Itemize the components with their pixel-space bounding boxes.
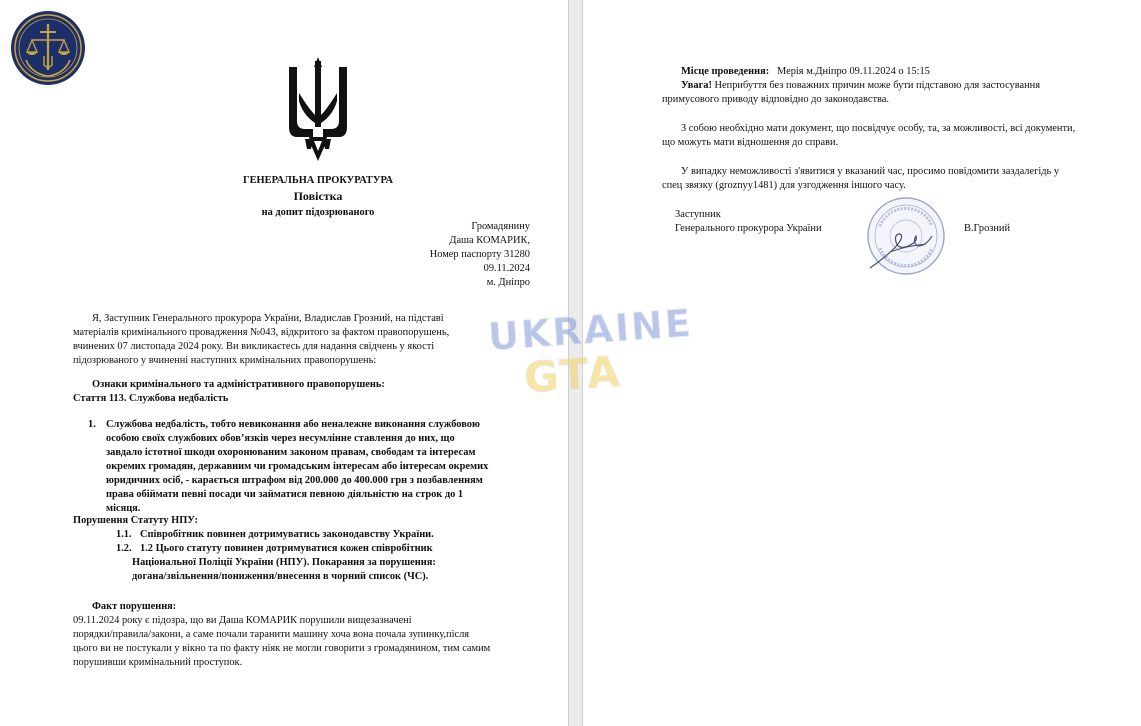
list-number: 1.1.	[116, 529, 132, 540]
trident-icon	[285, 57, 351, 162]
article-title: Стаття 113. Службова недбалість	[73, 393, 229, 404]
article-text-line: права обіймати певні посади чи займатися певною діяльністю на строк до 1	[106, 489, 464, 500]
documents-line: що можуть мати відношення до справи.	[662, 137, 839, 148]
watermark-text: GTA	[522, 346, 624, 403]
prosecutor-emblem-icon	[10, 10, 86, 86]
org-heading: ГЕНЕРАЛЬНА ПРОКУРАТУРА	[243, 175, 393, 186]
addressee-date: 09.11.2024	[483, 263, 530, 274]
signatory-position: Заступник	[675, 209, 721, 220]
addressee-passport: Номер паспорту 31280	[429, 249, 530, 260]
fact-line: порядки/правила/закони, а саме почали таранити машину хоча вона почала зупинку,після	[73, 629, 470, 640]
statute-title: Порушення Статуту НПУ:	[73, 515, 198, 526]
signatory-position: Генерального прокурора України	[675, 223, 822, 234]
addressee-city: м. Дніпро	[486, 277, 530, 288]
fact-line: цього ви не постукали у вікно та по факту ніяк не могли говорити з громадянином, тим самим	[73, 643, 491, 654]
addressee-line: Громадянину	[471, 221, 530, 232]
article-text-line: окремих громадян, державним чи громадським інтересам або інтересам окремих	[106, 461, 489, 472]
statute-item-text: догана/звільнення/пониження/внесення в чорний список (ЧС).	[132, 571, 429, 582]
intro-line: матеріалів кримінального провадження №043, відкритого за фактом правопорушень,	[73, 327, 450, 338]
document-subtitle: на допит підозрюваного	[261, 207, 375, 218]
warning-label: Увага!	[681, 80, 712, 91]
intro-line: підозрюваного у вчиненні наступних кримінальних правопорушень:	[73, 355, 377, 366]
article-text-line: завдало істотної шкоди охоронюваним законом правам, свободам та інтересам	[106, 447, 476, 458]
fact-line: порушивши кримінальний проступок.	[73, 657, 243, 668]
article-text-line: місяця.	[106, 503, 141, 514]
contact-line: спец звязку (groznyy1481) для узгодження іншого часу.	[662, 180, 906, 191]
fact-line: 09.11.2024 року є підозра, що ви Даша КОМАРИК порушили вищезазначені	[73, 615, 412, 626]
place-line	[681, 65, 1101, 79]
signatory-name: В.Грозний	[964, 223, 1011, 234]
seal-stamp-icon	[860, 196, 952, 280]
article-text-line: особою своїх службових обов’язків через несумлінне ставлення до них, що	[106, 433, 455, 444]
statute-item-text: 1.2 Цього статуту повинен дотримуватися кожен співробітник	[140, 543, 433, 554]
intro-line: Я, Заступник Генерального прокурора України, Владислав Грозний, на підставі	[92, 313, 444, 324]
documents-line: З собою необхідно мати документ, що посвідчує особу, та, за можливості, всі документи,	[681, 123, 1076, 134]
list-number: 1.2.	[116, 543, 132, 554]
warning-line	[681, 79, 1121, 93]
watermark-logo	[484, 300, 695, 420]
statute-item-text: Національної Поліції України (НПУ). Покарання за порушення:	[132, 557, 436, 568]
fact-title: Факт порушення:	[92, 601, 177, 612]
signs-title: Ознаки кримінального та адміністративного правопорушень:	[92, 379, 385, 390]
place-label: Місце проведення:	[681, 66, 770, 77]
article-text-line: юридичних осіб, - карається штрафом від 200.000 до 400.000 грн з позбавленням	[106, 475, 483, 486]
document-page-left	[0, 0, 568, 726]
warning-text: Неприбуття без поважних причин може бути підставою для застосування	[711, 80, 1041, 91]
document-title: Повістка	[293, 189, 343, 203]
statute-item-text: Співробітник повинен дотримуватись законодавству України.	[140, 529, 434, 540]
addressee-name: Даша КОМАРИК,	[449, 235, 530, 246]
contact-line: У випадку неможливості з'явитися у вказаний час, просимо повідомити заздалегідь у	[681, 166, 1060, 177]
place-value: Мерія м.Дніпро 09.11.2024 о 15:15	[777, 66, 930, 77]
watermark-text: UKRAINE	[486, 300, 695, 360]
warning-line: примусового приводу відповідно до законодавства.	[662, 94, 889, 105]
article-text-line: Службова недбалість, тобто невиконання або неналежне виконання службовою	[106, 419, 480, 430]
list-number: 1.	[88, 419, 96, 430]
intro-line: вчинених 07 листопада 2024 року. Ви викликаєтесь для надання свідчень у якості	[73, 341, 435, 352]
